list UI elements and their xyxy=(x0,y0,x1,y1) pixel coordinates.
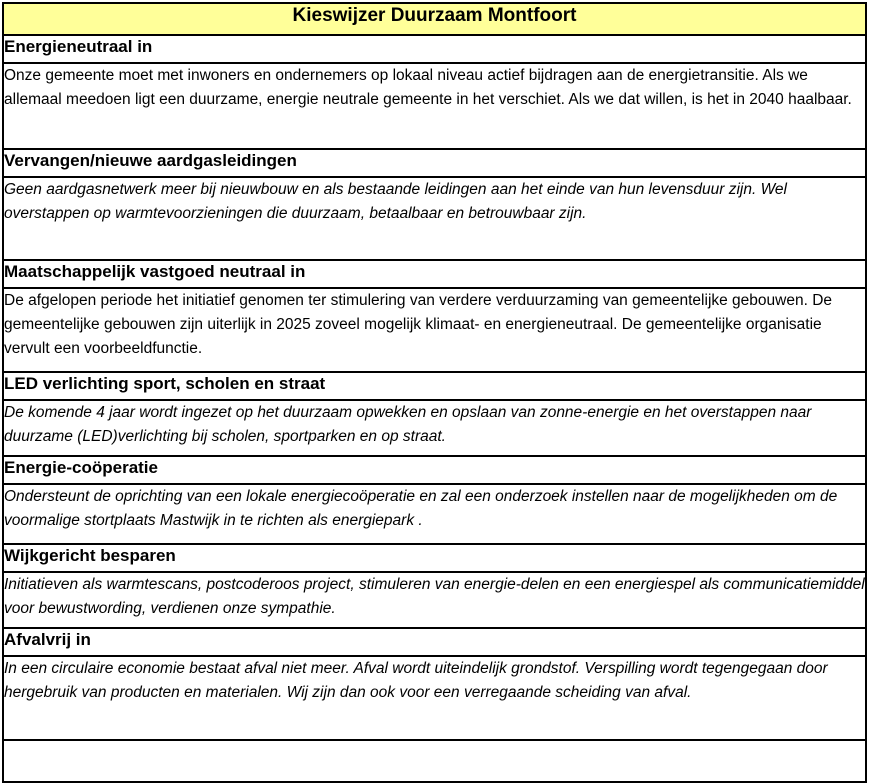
table-row xyxy=(3,456,866,484)
section-heading-led-verlichting xyxy=(3,372,866,400)
section-heading-label: Energieneutraal in xyxy=(4,37,153,56)
section-heading-aardgasleidingen xyxy=(3,149,866,177)
section-body-energieneutraal xyxy=(3,63,866,149)
section-heading-label: LED verlichting sport, scholen en straat xyxy=(4,374,326,393)
section-body-energie-cooperatie xyxy=(3,484,866,544)
section-body-text: Initiatieven als warmtescans, postcoderoos project, stimuleren van energie-delen en een energiespel als communicatiemiddel voor bewustwording, verdienen onze sympathie. xyxy=(4,576,865,617)
section-body-partial xyxy=(3,740,866,782)
section-body-text: Onze gemeente moet met inwoners en ondernemers op lokaal niveau actief bijdragen aan de energietransitie. Als we allemaal meedoen ligt een duurzame, energie neutrale gemeente in het verschiet. Als we dat willen, is het in 2040 haalbaar. xyxy=(4,67,852,108)
section-heading-energieneutraal xyxy=(3,35,866,63)
section-body-led-verlichting xyxy=(3,400,866,456)
section-body-maatschappelijk-vastgoed xyxy=(3,288,866,372)
kieswijzer-table xyxy=(2,2,867,783)
table-row xyxy=(3,572,866,628)
document-title-cell xyxy=(3,3,866,35)
section-heading-wijkgericht-besparen xyxy=(3,544,866,572)
table-row xyxy=(3,484,866,544)
section-body-text: Geen aardgasnetwerk meer bij nieuwbouw en als bestaande leidingen aan het einde van hun levensduur zijn. Wel overstappen op warmtevoorzieningen die duurzaam, betaalbaar en betrouwbaar zijn. xyxy=(4,181,787,222)
section-body-afvalvrij xyxy=(3,656,866,740)
table-row xyxy=(3,288,866,372)
table-row xyxy=(3,372,866,400)
table-row xyxy=(3,656,866,740)
section-body-text: De komende 4 jaar wordt ingezet op het duurzaam opwekken en opslaan van zonne-energie en het overstappen naar duurzame (LED)verlichting bij scholen, sportparken en op straat. xyxy=(4,404,812,445)
table-row xyxy=(3,149,866,177)
table-row xyxy=(3,400,866,456)
section-heading-label: Energie-coöperatie xyxy=(4,458,158,477)
section-body-text: De afgelopen periode het initiatief genomen ter stimulering van verdere verduurzaming van gemeentelijke gebouwen. De gemeentelijke gebouwen zijn uiterlijk in 2025 zoveel mogelijk klimaat- en energieneutraal. De gemeentelijke organisatie vervult een voorbeeldfunctie. xyxy=(4,292,833,357)
section-body-text: Ondersteunt de oprichting van een lokale energiecoöperatie en zal een onderzoek instellen naar de mogelijkheden om de voormalige stortplaats Mastwijk in te richten als energiepark . xyxy=(4,488,838,529)
section-heading-afvalvrij xyxy=(3,628,866,656)
section-heading-label: Wijkgericht besparen xyxy=(4,546,176,565)
section-body-text: In een circulaire economie bestaat afval niet meer. Afval wordt uiteindelijk grondstof. Verspilling wordt tegengegaan door hergebruik van producten en materialen. Wij zijn dan ook voor een verregaande scheiding van afval. xyxy=(4,660,828,701)
section-body-wijkgericht-besparen xyxy=(3,572,866,628)
table-row-partial xyxy=(3,740,866,782)
section-heading-maatschappelijk-vastgoed xyxy=(3,260,866,288)
table-row-title xyxy=(3,3,866,35)
page-title: Kieswijzer Duurzaam Montfoort xyxy=(292,5,577,26)
table-row xyxy=(3,260,866,288)
table-row xyxy=(3,177,866,260)
table-row xyxy=(3,63,866,149)
table-row xyxy=(3,544,866,572)
section-heading-energie-cooperatie xyxy=(3,456,866,484)
section-heading-label: Afvalvrij in xyxy=(4,630,91,649)
section-heading-label: Maatschappelijk vastgoed neutraal in xyxy=(4,262,306,281)
section-body-aardgasleidingen xyxy=(3,177,866,260)
table-row xyxy=(3,628,866,656)
table-row xyxy=(3,35,866,63)
section-heading-label: Vervangen/nieuwe aardgasleidingen xyxy=(4,151,297,170)
